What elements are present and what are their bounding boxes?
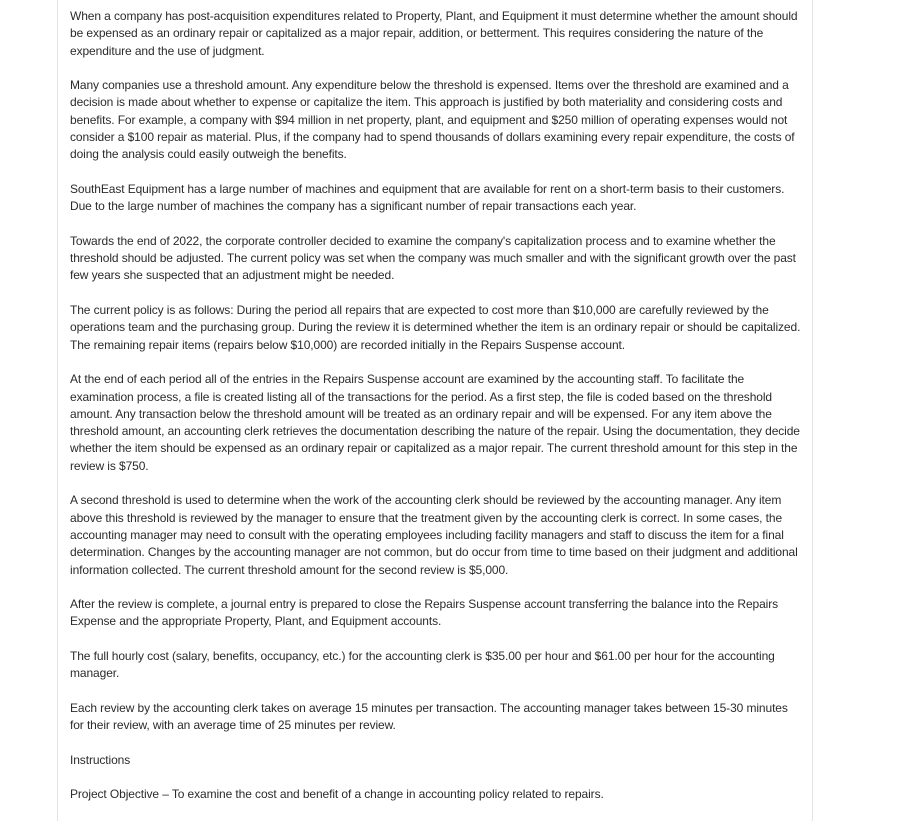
paragraph-controller: Towards the end of 2022, the corporate controller decided to examine the company's capitalization process and to examine whether the threshold should be adjusted. The current policy was set when the company was much smaller and with the significant growth over the past few years she suspected that an adjustment might be needed. xyxy=(70,233,796,283)
paragraph-company: SouthEast Equipment has a large number of machines and equipment that are available for rent on a short-term basis to their customers. Due to the large number of machines the company has a significant number of repair transactions each year. xyxy=(70,181,785,214)
paragraph-intro: When a company has post-acquisition expenditures related to Property, Plant, and Equipment it must determine whether the amount should be expensed as an ordinary repair or capitalized as a major repair, addition, or betterment. This requires considering the nature of the expenditure and the use of judgment. xyxy=(70,9,798,58)
instructions-heading: Instructions xyxy=(70,752,131,767)
paragraph-hourly-cost: The full hourly cost (salary, benefits, occupancy, etc.) for the accounting clerk is $35.00 per hour and $61.00 per hour for the accounting manager. xyxy=(70,648,775,681)
document-body xyxy=(70,8,804,821)
paragraph-review-process: At the end of each period all of the entries in the Repairs Suspense account are examined by the accounting staff. To facilitate the examination process, a file is created listing all of the transactions for the period. As a first step, the file is coded based on the threshold amount. Any transaction below the threshold amount will be treated as an ordinary repair and will be expensed. For any item above the threshold amount, an accounting clerk retrieves the documentation describing the nature of the repair. Using the documentation, they decide whether the item should be expensed as an ordinary repair or capitalized as a major repair. The current threshold amount for this step in the review is $750. xyxy=(70,372,800,473)
paragraph-second-threshold: A second threshold is used to determine when the work of the accounting clerk should be reviewed by the accounting manager. Any item above this threshold is reviewed by the manager to ensure that the treatment given by the accounting clerk is correct. In some cases, the accounting manager may need to consult with the operating employees including facility managers and staff to discuss the item for a final determination. Changes by the accounting manager are not common, but do occur from time to time based on their judgment and additional information collected. The current threshold amount for the second review is $5,000. xyxy=(70,493,798,577)
paragraph-project-objective: Project Objective – To examine the cost and benefit of a change in accounting policy related to repairs. xyxy=(70,787,604,802)
paragraph-current-policy: The current policy is as follows: During the period all repairs that are expected to cost more than $10,000 are carefully reviewed by the operations team and the purchasing group. During the review it is determined whether the item is an ordinary repair or should be capitalized. The remaining repair items (repairs below $10,000) are recorded initially in the Repairs Suspense account. xyxy=(70,303,801,352)
paragraph-journal-entry: After the review is complete, a journal entry is prepared to close the Repairs Suspense account transferring the balance into the Repairs Expense and the appropriate Property, Plant, and Equipment accounts. xyxy=(70,597,779,629)
paragraph-review-time: Each review by the accounting clerk takes on average 15 minutes per transaction. The accounting manager takes between 15-30 minutes for their review, with an average time of 25 minutes per review. xyxy=(70,700,788,733)
paragraph-threshold: Many companies use a threshold amount. Any expenditure below the threshold is expensed. Items over the threshold are examined and a decision is made about whether to expense or capitalize the item. This approach is justified by both materiality and considering costs and benefits. For example, a company with $94 million in net property, plant, and equipment and $250 million of operating expenses would not consider a $100 repair as material. Plus, if the company had to spend thousands of dollars examining every repair expenditure, the costs of doing the analysis could easily outweigh the benefits. xyxy=(70,78,795,162)
